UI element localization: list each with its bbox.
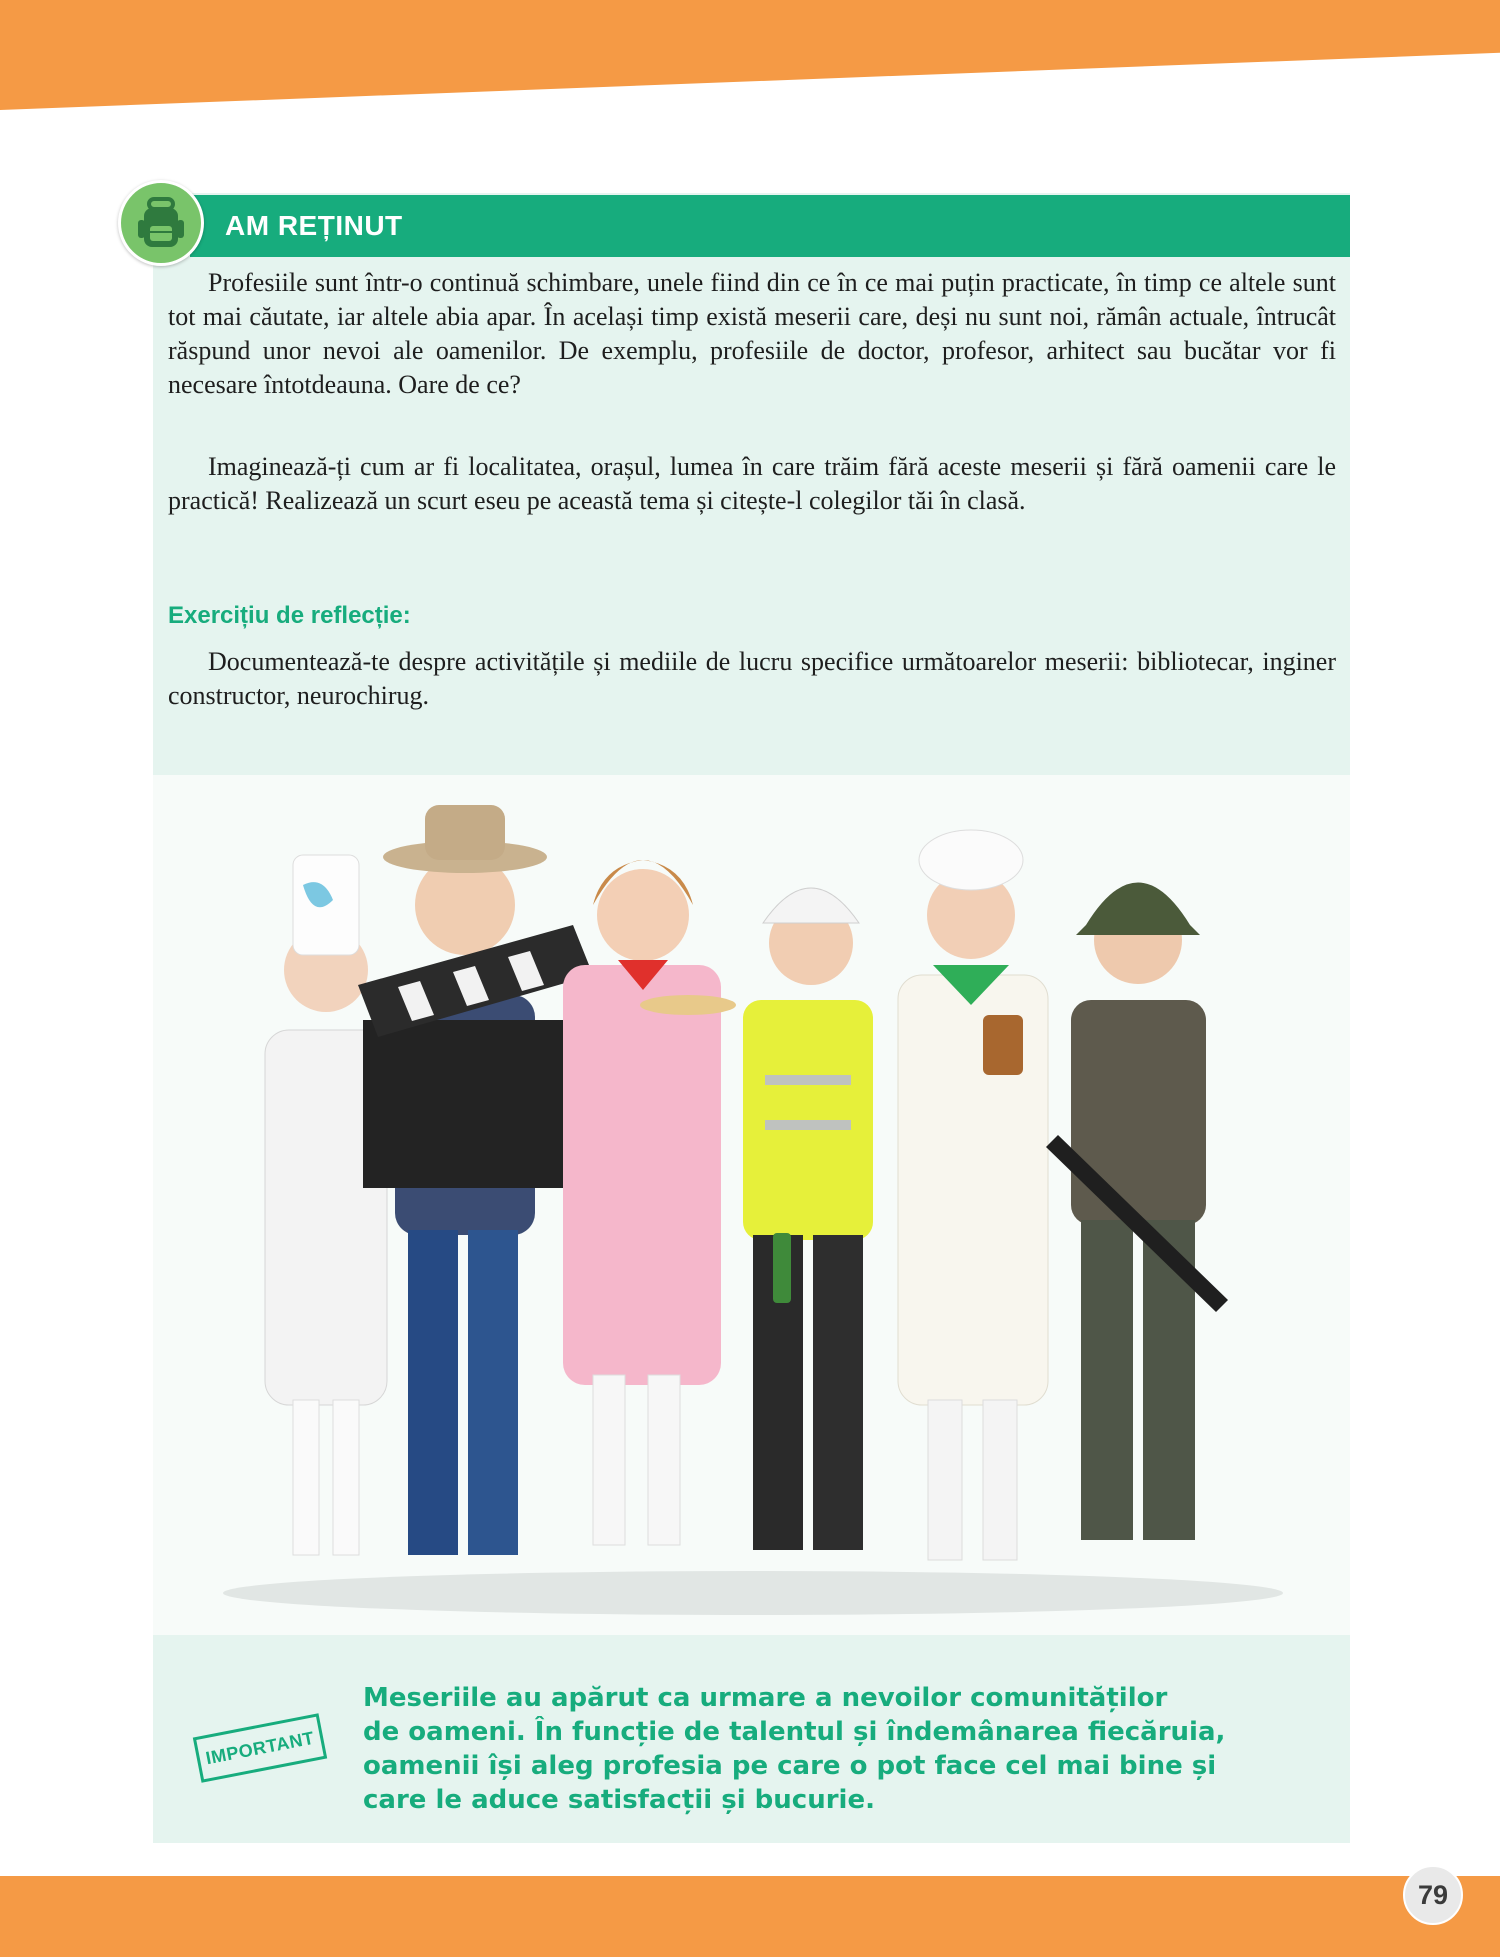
backpack-icon [118,180,204,266]
paragraph-professions: Profesiile sunt într-o continuă schimbare, unele fiind din ce în ce mai puțin practicate, în timp ce altele sunt tot mai căutate, iar altele abia apar. În același timp există meserii care, deși nu sunt noi, rămân actuale, întrucât răspund unor nevoi ale oamenilor. De exemplu, profesiile de doctor, profesor, arhitect sau bucătar vor fi necesare întotdeauna. Oare de ce? [168,268,1336,399]
reflection-text: Documentează-te despre activitățile și mediile de lucru specifice următoarelor meserii: bibliotecar, inginer constructor, neurochirug. [168,647,1336,710]
important-line: Meseriile au apărut ca urmare a nevoilor comunităților [363,1683,1168,1713]
reflection-title: Exercițiu de reflecție: [168,602,411,629]
important-note [363,1681,1263,1817]
important-line: care le aduce satisfacții și bucurie. [363,1785,875,1815]
bottom-orange-band [0,1876,1500,1957]
page-number: 79 [1403,1865,1463,1925]
important-line: oamenii își aleg profesia pe care o pot face cel mai bine și [363,1751,1217,1781]
top-orange-band [0,0,1500,110]
important-stamp: IMPORTANT [193,1713,327,1783]
section-title: AM REȚINUT [225,210,403,241]
important-line: de oameni. În funcție de talentul și îndemânarea fiecăruia, [363,1717,1226,1747]
children-professions-photo [153,775,1350,1635]
paragraph-essay-task: Imaginează-ți cum ar fi localitatea, orașul, lumea în care trăim fără aceste meserii și fără oamenii care le practică! Realizează un scurt eseu pe această tema și citește-l colegilor tăi în clasă. [168,452,1336,515]
